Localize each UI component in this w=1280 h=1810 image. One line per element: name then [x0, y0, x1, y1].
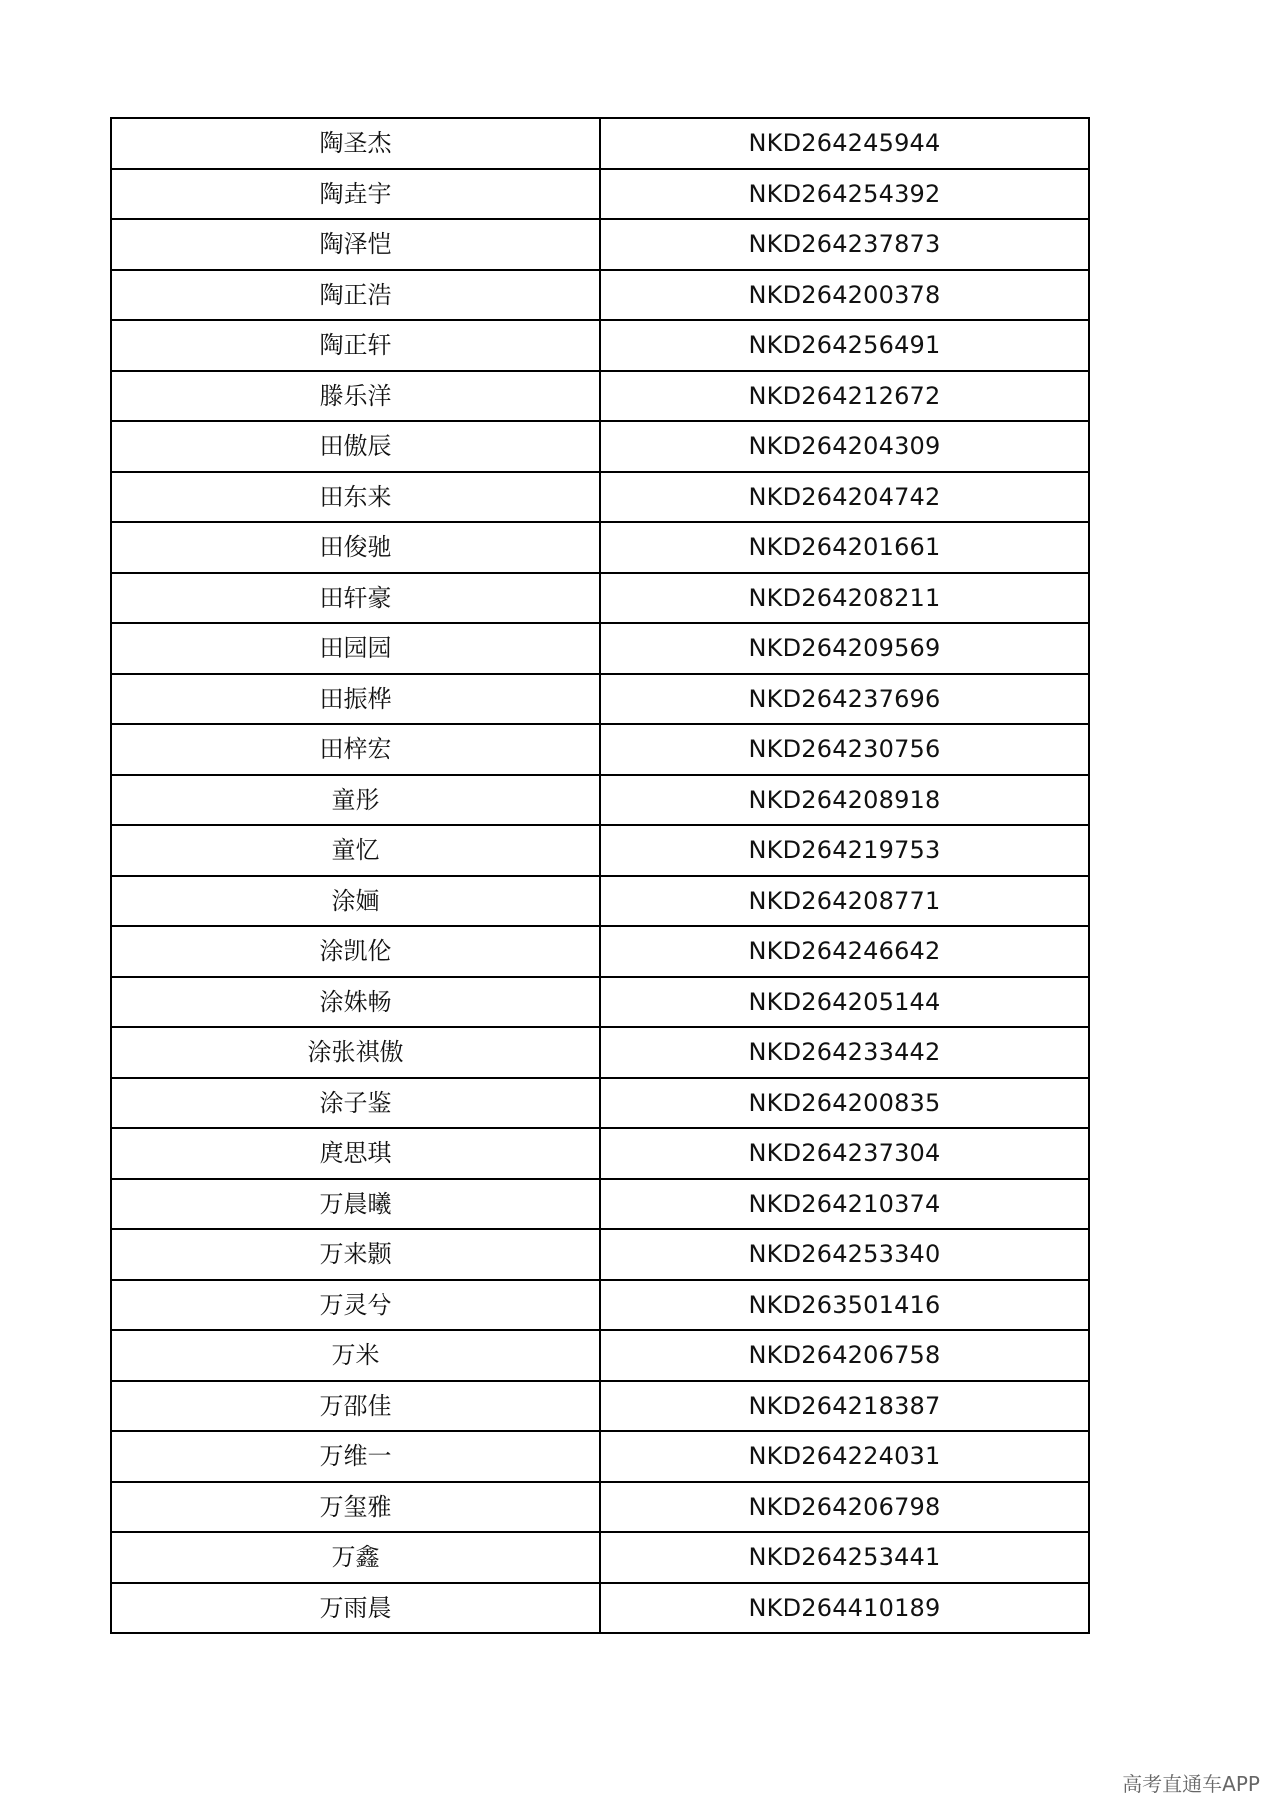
- table-row: [111, 876, 1089, 927]
- student-name-cell: 田东来: [111, 472, 600, 523]
- student-id-cell: NKD264218387: [600, 1381, 1089, 1432]
- student-name-cell: 涂婳: [111, 876, 600, 927]
- roster-table: [110, 117, 1090, 1634]
- student-name-cell: 童忆: [111, 825, 600, 876]
- table-row: [111, 118, 1089, 169]
- student-id-cell: NKD264246642: [600, 926, 1089, 977]
- table-row: [111, 421, 1089, 472]
- student-id-cell: NKD264201661: [600, 522, 1089, 573]
- table-row: [111, 522, 1089, 573]
- student-id-cell: NKD264219753: [600, 825, 1089, 876]
- student-id-cell: NKD264205144: [600, 977, 1089, 1028]
- table-row: [111, 270, 1089, 321]
- table-row: [111, 1482, 1089, 1533]
- watermark-text: 高考直通车APP: [1122, 1772, 1260, 1796]
- student-name-cell: 万雨晨: [111, 1583, 600, 1634]
- student-id-cell: NKD264237873: [600, 219, 1089, 270]
- student-name-cell: 田振桦: [111, 674, 600, 725]
- student-name-cell: 万邵佳: [111, 1381, 600, 1432]
- student-id-cell: NKD264204742: [600, 472, 1089, 523]
- table-row: [111, 775, 1089, 826]
- student-name-cell: 万维一: [111, 1431, 600, 1482]
- student-id-cell: NKD264208918: [600, 775, 1089, 826]
- student-name-cell: 陶正浩: [111, 270, 600, 321]
- student-id-cell: NKD264256491: [600, 320, 1089, 371]
- student-name-cell: 万晨曦: [111, 1179, 600, 1230]
- student-id-cell: NKD264230756: [600, 724, 1089, 775]
- student-name-cell: 陶圣杰: [111, 118, 600, 169]
- student-id-cell: NKD264204309: [600, 421, 1089, 472]
- student-name-cell: 涂张祺傲: [111, 1027, 600, 1078]
- student-name-cell: 田傲辰: [111, 421, 600, 472]
- student-name-cell: 万米: [111, 1330, 600, 1381]
- table-row: [111, 623, 1089, 674]
- table-row: [111, 320, 1089, 371]
- student-name-cell: 庹思琪: [111, 1128, 600, 1179]
- student-id-cell: NKD264212672: [600, 371, 1089, 422]
- student-name-cell: 田梓宏: [111, 724, 600, 775]
- table-row: [111, 977, 1089, 1028]
- student-id-cell: NKD264253441: [600, 1532, 1089, 1583]
- table-row: [111, 371, 1089, 422]
- student-name-cell: 万来颢: [111, 1229, 600, 1280]
- student-name-cell: 涂姝畅: [111, 977, 600, 1028]
- student-id-cell: NKD264245944: [600, 118, 1089, 169]
- student-name-cell: 万灵兮: [111, 1280, 600, 1331]
- table-row: [111, 169, 1089, 220]
- student-name-cell: 滕乐洋: [111, 371, 600, 422]
- student-id-cell: NKD264209569: [600, 623, 1089, 674]
- table-row: [111, 1381, 1089, 1432]
- table-row: [111, 472, 1089, 523]
- student-id-cell: NKD264237696: [600, 674, 1089, 725]
- student-id-cell: NKD264410189: [600, 1583, 1089, 1634]
- table-row: [111, 1128, 1089, 1179]
- student-id-cell: NKD264224031: [600, 1431, 1089, 1482]
- student-id-cell: NKD264200378: [600, 270, 1089, 321]
- student-name-cell: 涂子鉴: [111, 1078, 600, 1129]
- student-name-cell: 万玺雅: [111, 1482, 600, 1533]
- table-row: [111, 1280, 1089, 1331]
- student-name-cell: 田轩豪: [111, 573, 600, 624]
- student-id-cell: NKD264233442: [600, 1027, 1089, 1078]
- student-name-cell: 陶正轩: [111, 320, 600, 371]
- student-id-cell: NKD264208211: [600, 573, 1089, 624]
- table-row: [111, 1229, 1089, 1280]
- student-name-cell: 涂凯伦: [111, 926, 600, 977]
- table-row: [111, 1532, 1089, 1583]
- student-name-cell: 陶泽恺: [111, 219, 600, 270]
- student-id-cell: NKD263501416: [600, 1280, 1089, 1331]
- table-row: [111, 926, 1089, 977]
- table-row: [111, 825, 1089, 876]
- student-id-cell: NKD264208771: [600, 876, 1089, 927]
- student-name-cell: 田俊驰: [111, 522, 600, 573]
- table-row: [111, 219, 1089, 270]
- table-row: [111, 573, 1089, 624]
- student-id-cell: NKD264210374: [600, 1179, 1089, 1230]
- student-name-cell: 童彤: [111, 775, 600, 826]
- table-row: [111, 1583, 1089, 1634]
- student-id-cell: NKD264206758: [600, 1330, 1089, 1381]
- student-id-cell: NKD264237304: [600, 1128, 1089, 1179]
- table-row: [111, 674, 1089, 725]
- table-row: [111, 724, 1089, 775]
- student-id-cell: NKD264200835: [600, 1078, 1089, 1129]
- student-name-cell: 陶垚宇: [111, 169, 600, 220]
- roster-body: [111, 118, 1089, 1633]
- table-row: [111, 1179, 1089, 1230]
- table-row: [111, 1078, 1089, 1129]
- student-name-cell: 万鑫: [111, 1532, 600, 1583]
- student-name-cell: 田园园: [111, 623, 600, 674]
- table-row: [111, 1431, 1089, 1482]
- student-id-cell: NKD264254392: [600, 169, 1089, 220]
- student-id-cell: NKD264253340: [600, 1229, 1089, 1280]
- table-row: [111, 1330, 1089, 1381]
- table-row: [111, 1027, 1089, 1078]
- student-id-cell: NKD264206798: [600, 1482, 1089, 1533]
